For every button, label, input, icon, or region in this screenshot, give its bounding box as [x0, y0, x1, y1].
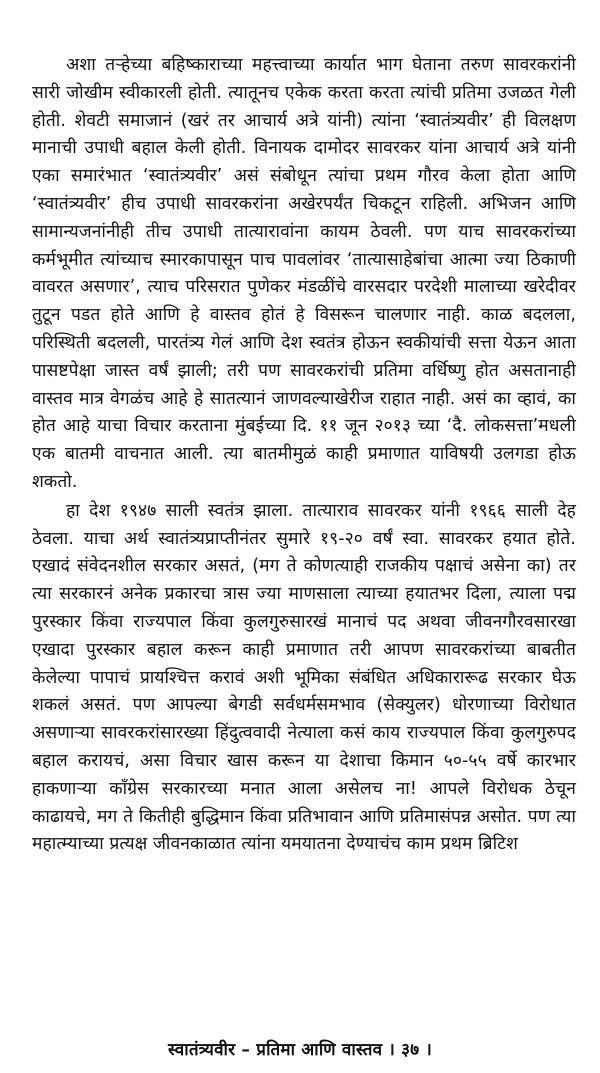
page-body — [32, 52, 576, 859]
page-footer: स्वातंत्र्यवीर – प्रतिमा आणि वास्तव । ३७ । — [167, 1040, 433, 1060]
paragraph-2: हा देश १९४७ साली स्वतंत्र झाला. तात्याराव सावरकर यांनी १९६६ साली देह ठेवला. याचा अर्थ स्वातंत्र्यप्राप्तीनंतर सुमारे १९-२० वर्षं स्वा. सावरकर हयात होते. एखादं संवेदनशील सरकार असतं, (मग ते कोणत्याही राजकीय पक्षाचं असेना का) तर त्या सरकारनं अनेक प्रकारचा त्रास ज्या माणसाला त्याच्या हयातभर दिला, त्याला पद्म पुरस्कार किंवा राज्यपाल किंवा कुलगुरुसारखं मानाचं पद अथवा जीवनगौरवसारखा एखादा पुरस्कार बहाल करून काही प्रमाणात तरी आपण सावरकरांच्या बाबतीत केलेल्या पापाचं प्रायश्चित्त करावं अशी भूमिका संबंधित अधिकारारूढ सरकार घेऊ शकलं असतं. पण आपल्या बेगडी सर्वधर्मसमभाव (सेक्युलर) धोरणाच्या विरोधात असणाऱ्या सावरकरांसारख्या हिंदुत्ववादी नेत्याला कसं काय राज्यपाल किंवा कुलगुरुपद बहाल करायचं, असा विचार खास करून या देशाचा किमान ५०-५५ वर्षे कारभार हाकणाऱ्या काँग्रेस सरकारच्या मनात आला असेलच ना! आपले विरोधक ठेचून काढायचे, मग ते कितीही बुद्धिमान किंवा प्रतिभावान आणि प्रतिमासंपन्न असोत. पण त्या महात्म्याच्या प्रत्यक्ष जीवनकाळात त्यांना यमयातना देण्याचंच काम प्रथम ब्रिटिश — [32, 500, 576, 855]
paragraph-1: अशा तऱ्हेच्या बहिष्काराच्या महत्त्वाच्या कार्यात भाग घेताना तरुण सावरकरांनी सारी जोखीम स्वीकारली होती. त्यातूनच एकेक करता करता त्यांची प्रतिमा उजळत गेली होती. शेवटी समाजानं (खरं तर आचार्य अत्रे यांनी) त्यांना ‘स्वातंत्र्यवीर’ ही विलक्षण मानाची उपाधी बहाल केली होती. विनायक दामोदर सावरकर यांना आचार्य अत्रे यांनी एका समारंभात ‘स्वातंत्र्यवीर’ असं संबोधून त्यांचा प्रथम गौरव केला होता आणि ‘स्वातंत्र्यवीर’ हीच उपाधी सावरकरांना अखेरपर्यंत चिकटून राहिली. अभिजन आणि सामान्यजनांनीही तीच उपाधी तात्यारावांना कायम ठेवली. पण याच सावरकरांच्या कर्मभूमीत त्यांच्याच स्मारकापासून पाच पावलांवर ‘तात्यासाहेबांचा आत्मा ज्या ठिकाणी वावरत असणार’, त्याच परिसरात पुणेकर मंडळींचे वारसदार परदेशी मालाच्या खरेदीवर तुटून पडत होते आणि हे वास्तव होतं हे विसरून चालणार नाही. काळ बदलला, परिस्थिती बदलली, पारतंत्र्य गेलं आणि देश स्वतंत्र होऊन स्वकीयांची सत्ता येऊन आता पासष्टपेक्षा जास्त वर्षं झाली; तरी पण सावरकरांची प्रतिमा वर्धिष्णु होत असतानाही वास्तव मात्र वेगळंच आहे हे सातत्यानं जाणवल्याखेरीज राहात नाही. असं का व्हावं, का होत आहे याचा विचार करताना मुंबईच्या दि. ११ जून २०१३ च्या ‘दै. लोकसत्ता’मधली एक बातमी वाचनात आली. त्या बातमीमुळं काही प्रमाणात याविषयी उलगडा होऊ शकतो. — [32, 55, 576, 492]
